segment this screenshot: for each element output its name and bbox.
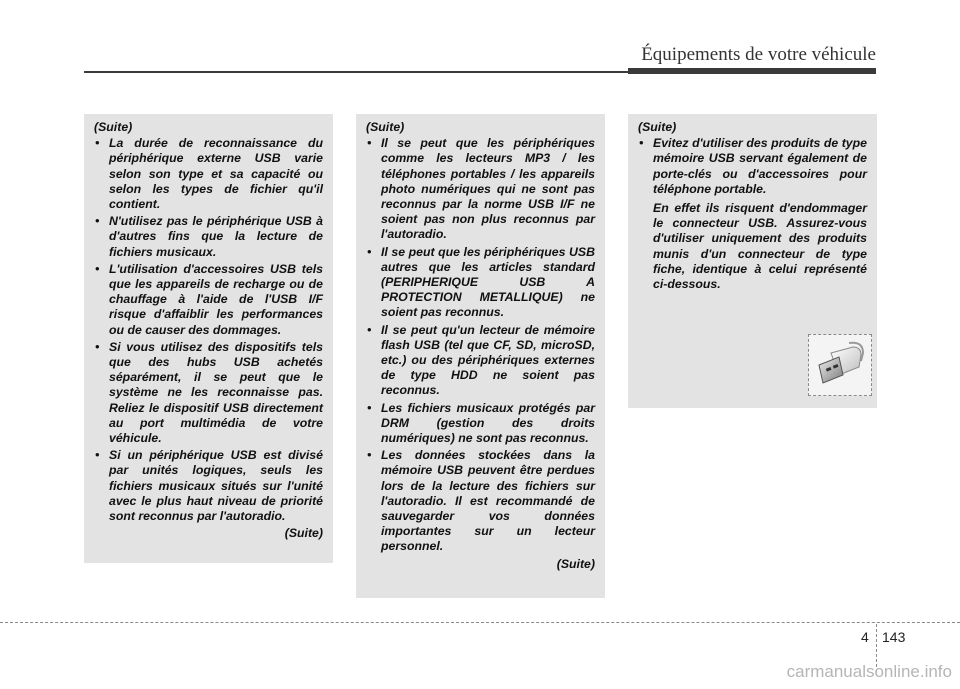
chapter-number: 4 bbox=[861, 629, 869, 645]
bullet-list bbox=[638, 136, 867, 197]
info-paragraph: En effet ils risquent d'endommager le connecteur USB. Assurez-vous d'utiliser uniquement des produits munis d'un connecteur de type fiche, identique à celui représenté ci-dessous. bbox=[653, 201, 867, 292]
info-column-2 bbox=[356, 114, 605, 598]
suite-label-top: (Suite) bbox=[366, 120, 405, 134]
suite-label-bottom: (Suite) bbox=[284, 526, 323, 541]
bullet-item: • Evitez d'utiliser des produits de type mémoire USB servant également de porte-clés ou d'accessoires pour téléphone portable. bbox=[638, 136, 867, 197]
bullet-item: • Il se peut que les périphériques comme les lecteurs MP3 / les téléphones portables / les appareils photo numériques qui ne sont pas reconnus par la norme USB I/F ne soient pas non plus reconnus par l'autoradio. bbox=[366, 136, 595, 242]
page-number: 143 bbox=[882, 629, 906, 645]
bullet-item: • Si un périphérique USB est divisé par unités logiques, seuls les fichiers musicaux situés sur l'unité avec le plus haut niveau de priorité sont reconnus par l'autoradio. bbox=[94, 448, 323, 524]
info-column-1 bbox=[84, 114, 333, 563]
bullet-item: • L'utilisation d'accessoires USB tels que les appareils de recharge ou de chauffage à l'aide de l'USB I/F risque d'affaiblir les performances ou de causer des dommages. bbox=[94, 262, 323, 338]
suite-label-top: (Suite) bbox=[638, 120, 677, 134]
usb-connector-illustration bbox=[808, 334, 872, 396]
bullet-item: • Les données stockées dans la mémoire USB peuvent être perdues lors de la lecture des fichiers sur l'autoradio. Il est recommandé de sauvegarder vos données importantes sur un lecteur personnel. bbox=[366, 448, 595, 554]
suite-label-top: (Suite) bbox=[94, 120, 133, 134]
info-column-3 bbox=[628, 114, 877, 408]
bullet-item: • Les fichiers musicaux protégés par DRM (gestion des droits numériques) ne sont pas reconnus. bbox=[366, 401, 595, 447]
bullet-item: • Il se peut qu'un lecteur de mémoire flash USB (tel que CF, SD, microSD, etc.) ou des périphériques externes de type HDD ne soient pas reconnus. bbox=[366, 323, 595, 399]
page-header-title: Équipements de votre véhicule bbox=[641, 44, 876, 65]
suite-label-bottom: (Suite) bbox=[556, 556, 595, 571]
bullet-item: • Il se peut que les périphériques USB autres que les articles standard (PERIPHERIQUE USB A PROTECTION METALLIQUE) ne soient pas reconnus. bbox=[366, 245, 595, 321]
watermark-text: carmanualsonline.info bbox=[786, 662, 952, 681]
bullet-list bbox=[94, 136, 323, 524]
footer-rule bbox=[0, 622, 960, 623]
usb-stick-icon bbox=[809, 335, 871, 395]
bullet-item: • N'utilisez pas le périphérique USB à d'autres fins que la lecture de fichiers musicaux. bbox=[94, 214, 323, 260]
bullet-item: • Si vous utilisez des dispositifs tels que des hubs USB achetés séparément, il se peut que le système ne les reconnaisse pas. Reliez le dispositif USB directement au port multimédia de votre véhicule. bbox=[94, 340, 323, 446]
bullet-list bbox=[366, 136, 595, 554]
header-rule-accent bbox=[628, 68, 876, 74]
bullet-item: • La durée de reconnaissance du périphérique externe USB varie selon son type et sa capacité ou selon les types de fichier qu'il contient. bbox=[94, 136, 323, 212]
